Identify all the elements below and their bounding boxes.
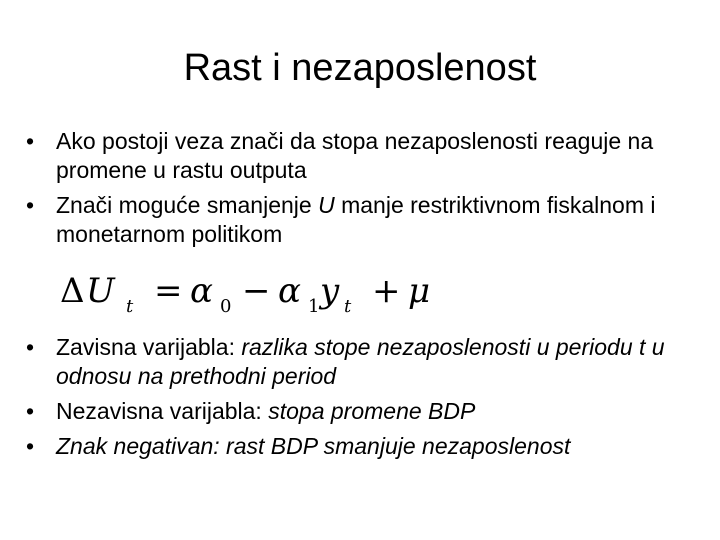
bullet-text: Nezavisna varijabla: xyxy=(56,398,269,424)
eq-plus: + xyxy=(372,271,401,311)
bullet-text: Ako postoji veza znači da stopa nezaposlenosti reaguje na promene u rastu outputa xyxy=(56,128,654,183)
eq-alpha1: α xyxy=(278,271,301,311)
eq-minus: − xyxy=(242,271,271,311)
eq-sub-1: 1 xyxy=(308,296,320,317)
bullet-item xyxy=(26,333,696,391)
bullet-dot: • xyxy=(26,192,35,218)
eq-sub-0: 0 xyxy=(220,296,232,317)
bullet-text: Znači moguće smanjenje xyxy=(56,192,319,218)
bullet-item xyxy=(26,191,696,249)
slide-title: Rast i nezaposlenost xyxy=(183,47,537,89)
bullet-item xyxy=(26,397,696,426)
bullet-text-italic: stopa promene BDP xyxy=(268,398,476,424)
eq-U: U xyxy=(86,271,115,311)
bullet-list-bottom xyxy=(26,333,696,467)
bullet-text: manje restriktivnom fiskalnom i monetarnom politikom xyxy=(56,192,656,247)
bullet-dot: • xyxy=(26,398,35,424)
eq-y: y xyxy=(320,271,340,311)
bullet-text-italic: razlika stope nezaposlenosti u periodu t u odnosu na prethodni period xyxy=(56,334,665,389)
bullet-text-italic: Znak negativan: rast BDP smanjuje nezaposlenost xyxy=(56,433,571,459)
bullet-list-top xyxy=(26,127,696,255)
bullet-dot: • xyxy=(26,128,35,154)
equation-svg xyxy=(58,262,458,318)
eq-mu: μ xyxy=(408,271,431,311)
eq-sub-t1: t xyxy=(126,296,134,317)
eq-delta: Δ xyxy=(60,271,85,311)
bullet-item xyxy=(26,432,696,461)
bullet-item xyxy=(26,127,696,185)
bullet-dot: • xyxy=(26,433,35,459)
eq-equals: = xyxy=(154,271,183,311)
eq-sub-t2: t xyxy=(344,296,352,317)
equation xyxy=(58,262,458,318)
eq-alpha0: α xyxy=(190,271,213,311)
bullet-text-italic: U xyxy=(318,192,335,218)
bullet-dot: • xyxy=(26,334,35,360)
bullet-text: Zavisna varijabla: xyxy=(56,334,242,360)
